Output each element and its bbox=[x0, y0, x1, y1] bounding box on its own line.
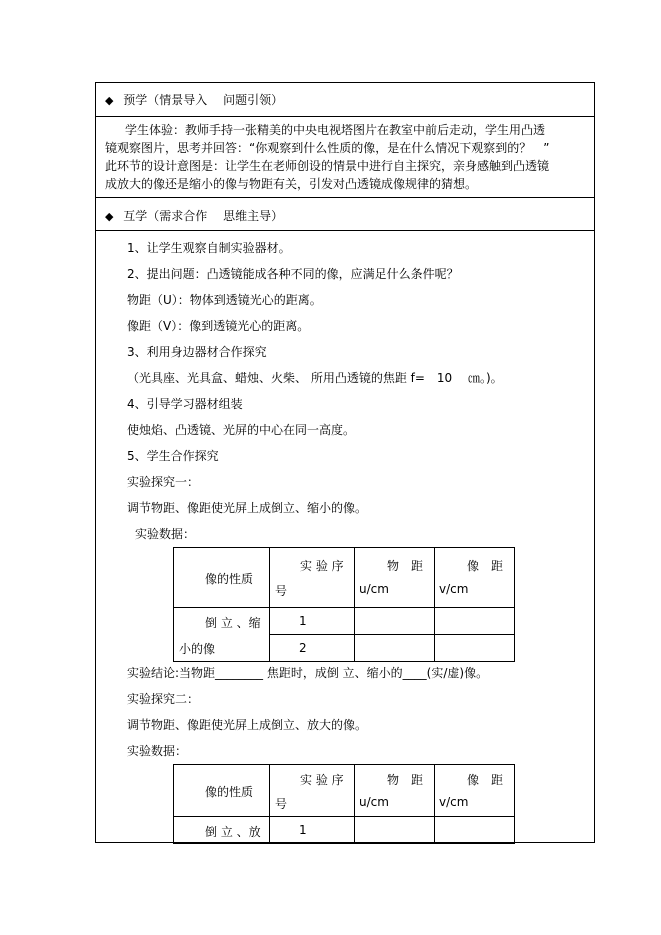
property-text: 倒 立 、放 bbox=[205, 825, 261, 839]
seq-number: 2 bbox=[299, 641, 307, 655]
divider bbox=[96, 230, 594, 231]
section-1-heading: 预学（情景导入 问题引领） bbox=[123, 93, 284, 107]
section-2-line: （光具座、光具盒、蜡烛、火柴、 所用凸透镜的焦距 f= 10 ㎝。)。 bbox=[127, 371, 503, 385]
header-property: 像的性质 bbox=[205, 572, 254, 586]
table-header-row bbox=[174, 548, 515, 608]
experiment-2-description: 调节物距、像距使光屏上成倒立、放大的像。 bbox=[127, 718, 368, 732]
section-2-line: 调节物距、像距使光屏上成倒立、缩小的像。 bbox=[127, 501, 368, 515]
table-header-cell bbox=[270, 765, 355, 817]
section-1-line: 成放大的像还是缩小的像与物距有关，引发对凸透镜成像规律的猜想。 bbox=[105, 177, 478, 191]
section-2-line: 2、提出问题：凸透镜能成各种不同的像，应满足什么条件呢？ bbox=[127, 267, 459, 281]
diamond-bullet-icon: ◆ bbox=[105, 94, 114, 107]
section-1-line: 此环节的设计意图是：让学生在老师创设的情景中进行自主探究，亲身感触到凸透镜 bbox=[105, 159, 550, 173]
header-object-distance: 物 距 bbox=[387, 559, 424, 573]
experiment-2-title: 实验探究二： bbox=[127, 692, 200, 706]
experiment-2-table bbox=[173, 764, 515, 844]
divider bbox=[96, 197, 594, 198]
table-header-cell bbox=[174, 765, 270, 817]
table-row bbox=[174, 817, 515, 844]
header-image-distance: 像 距 bbox=[467, 773, 504, 787]
section-2-line: 1、让学生观察自制实验器材。 bbox=[127, 241, 291, 255]
header-object-distance-unit: u/cm bbox=[359, 582, 389, 596]
header-seq: 号 bbox=[275, 584, 288, 598]
v-cell bbox=[435, 817, 515, 844]
section-2-line: 实验数据： bbox=[135, 527, 196, 541]
header-image-distance-unit: v/cm bbox=[439, 582, 469, 596]
table-header-cell bbox=[174, 548, 270, 608]
seq-number: 1 bbox=[299, 823, 307, 837]
section-2-line: 实验探究一： bbox=[127, 475, 200, 489]
seq-number: 1 bbox=[299, 614, 307, 628]
property-cell bbox=[174, 608, 270, 662]
section-1-line: 学生体验：教师手持一张精美的中央电视塔图片在教室中前后走动，学生用凸透 bbox=[125, 123, 546, 137]
v-cell bbox=[435, 635, 515, 662]
section-2-line: 5、学生合作探究 bbox=[127, 449, 219, 463]
diamond-bullet-icon: ◆ bbox=[105, 210, 114, 223]
header-seq: 号 bbox=[275, 797, 288, 811]
experiment-1-table bbox=[173, 547, 515, 662]
header-object-distance: 物 距 bbox=[387, 773, 424, 787]
header-object-distance-unit: u/cm bbox=[359, 795, 389, 809]
property-text: 小的像 bbox=[179, 642, 216, 656]
u-cell bbox=[355, 608, 435, 635]
section-2-line: 使烛焰、凸透镜、光屏的中心在同一高度。 bbox=[127, 423, 356, 437]
section-2-heading: 互学（需求合作 思维主导） bbox=[123, 209, 284, 223]
table-header-cell bbox=[270, 548, 355, 608]
header-seq: 实 验 序 bbox=[300, 559, 344, 573]
table-header-cell bbox=[435, 548, 515, 608]
header-property: 像的性质 bbox=[205, 785, 254, 799]
experiment-2-data-label: 实验数据： bbox=[127, 744, 188, 758]
divider bbox=[96, 116, 594, 117]
v-cell bbox=[435, 608, 515, 635]
lesson-plan-frame bbox=[95, 82, 595, 843]
section-1-header bbox=[105, 92, 283, 109]
experiment-1-conclusion: 实验结论:当物距________ 焦距时，成倒 立、缩小的____(实/虚)像。 bbox=[127, 666, 489, 680]
header-image-distance-unit: v/cm bbox=[439, 795, 469, 809]
table-header-cell bbox=[355, 765, 435, 817]
u-cell bbox=[355, 817, 435, 844]
header-seq: 实 验 序 bbox=[300, 773, 344, 787]
seq-cell bbox=[270, 817, 355, 844]
section-1-line: 镜观察图片，思考并回答：“你观察到什么性质的像，是在什么情况下观察到的？ ” bbox=[105, 141, 550, 155]
seq-cell bbox=[270, 608, 355, 635]
seq-cell bbox=[270, 635, 355, 662]
table-row bbox=[174, 608, 515, 635]
table-header-cell bbox=[435, 765, 515, 817]
header-image-distance: 像 距 bbox=[467, 559, 504, 573]
section-2-line: 4、引导学习器材组装 bbox=[127, 397, 243, 411]
section-2-line: 像距（V）：像到透镜光心的距离。 bbox=[127, 319, 310, 333]
section-2-line: 3、利用身边器材合作探究 bbox=[127, 345, 267, 359]
property-text: 倒 立 、缩 bbox=[205, 616, 261, 630]
table-header-cell bbox=[355, 548, 435, 608]
u-cell bbox=[355, 635, 435, 662]
table-header-row bbox=[174, 765, 515, 817]
property-cell bbox=[174, 817, 270, 844]
section-2-line: 物距（U）：物体到透镜光心的距离。 bbox=[127, 293, 322, 307]
section-2-header bbox=[105, 208, 283, 225]
